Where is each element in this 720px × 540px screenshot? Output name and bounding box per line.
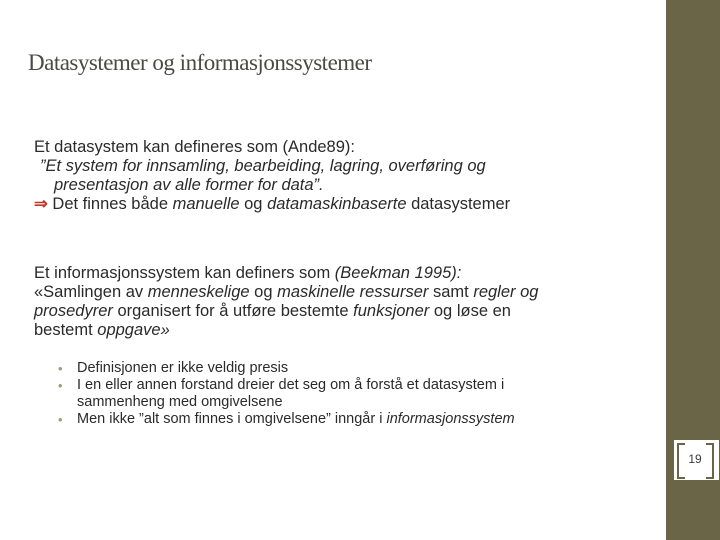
list-item: • Definisjonen er ikke veldig presis (58, 360, 289, 376)
slide-title: Datasystemer og informasjonssystemer (28, 50, 372, 75)
infosystem-definition-intro: Et informasjonssystem kan definers som (Beekman 1995): (34, 264, 462, 282)
page-number: 19 (688, 452, 702, 466)
bullet-icon: • (58, 412, 63, 427)
datasystem-definition-intro: Et datasystem kan defineres som (Ande89): (34, 138, 355, 156)
bullet-list (56, 360, 616, 428)
implies-arrow-icon: ⇒ (34, 195, 48, 213)
bullet-icon: • (58, 378, 63, 393)
page-number-badge (674, 440, 719, 480)
section-datasystem (34, 138, 664, 214)
infosystem-quote-line-3: bestemt oppgave» (34, 321, 170, 339)
section-informasjonssystem (34, 264, 664, 340)
datasystem-quote-line-1: ”Et system for innsamling, bearbeiding, lagring, overføring og (40, 157, 486, 175)
list-item: • Men ikke ”alt som finnes i omgivelsene” inngår i informasjonssystem (58, 411, 515, 427)
bullet-icon: • (58, 361, 63, 376)
list-item: • I en eller annen forstand dreier det seg om å forstå et datasystem i sammenheng med omgivelsene (58, 377, 505, 410)
infosystem-quote-line-1: «Samlingen av menneskelige og maskinelle ressurser samt regler og (34, 283, 539, 301)
datasystem-conclusion: ⇒ Det finnes både manuelle og datamaskinbaserte datasystemer (34, 195, 511, 213)
infosystem-quote-line-2: prosedyrer organisert for å utføre bestemte funksjoner og løse en (34, 302, 511, 320)
datasystem-quote-line-2: presentasjon av alle former for data”. (54, 176, 324, 194)
